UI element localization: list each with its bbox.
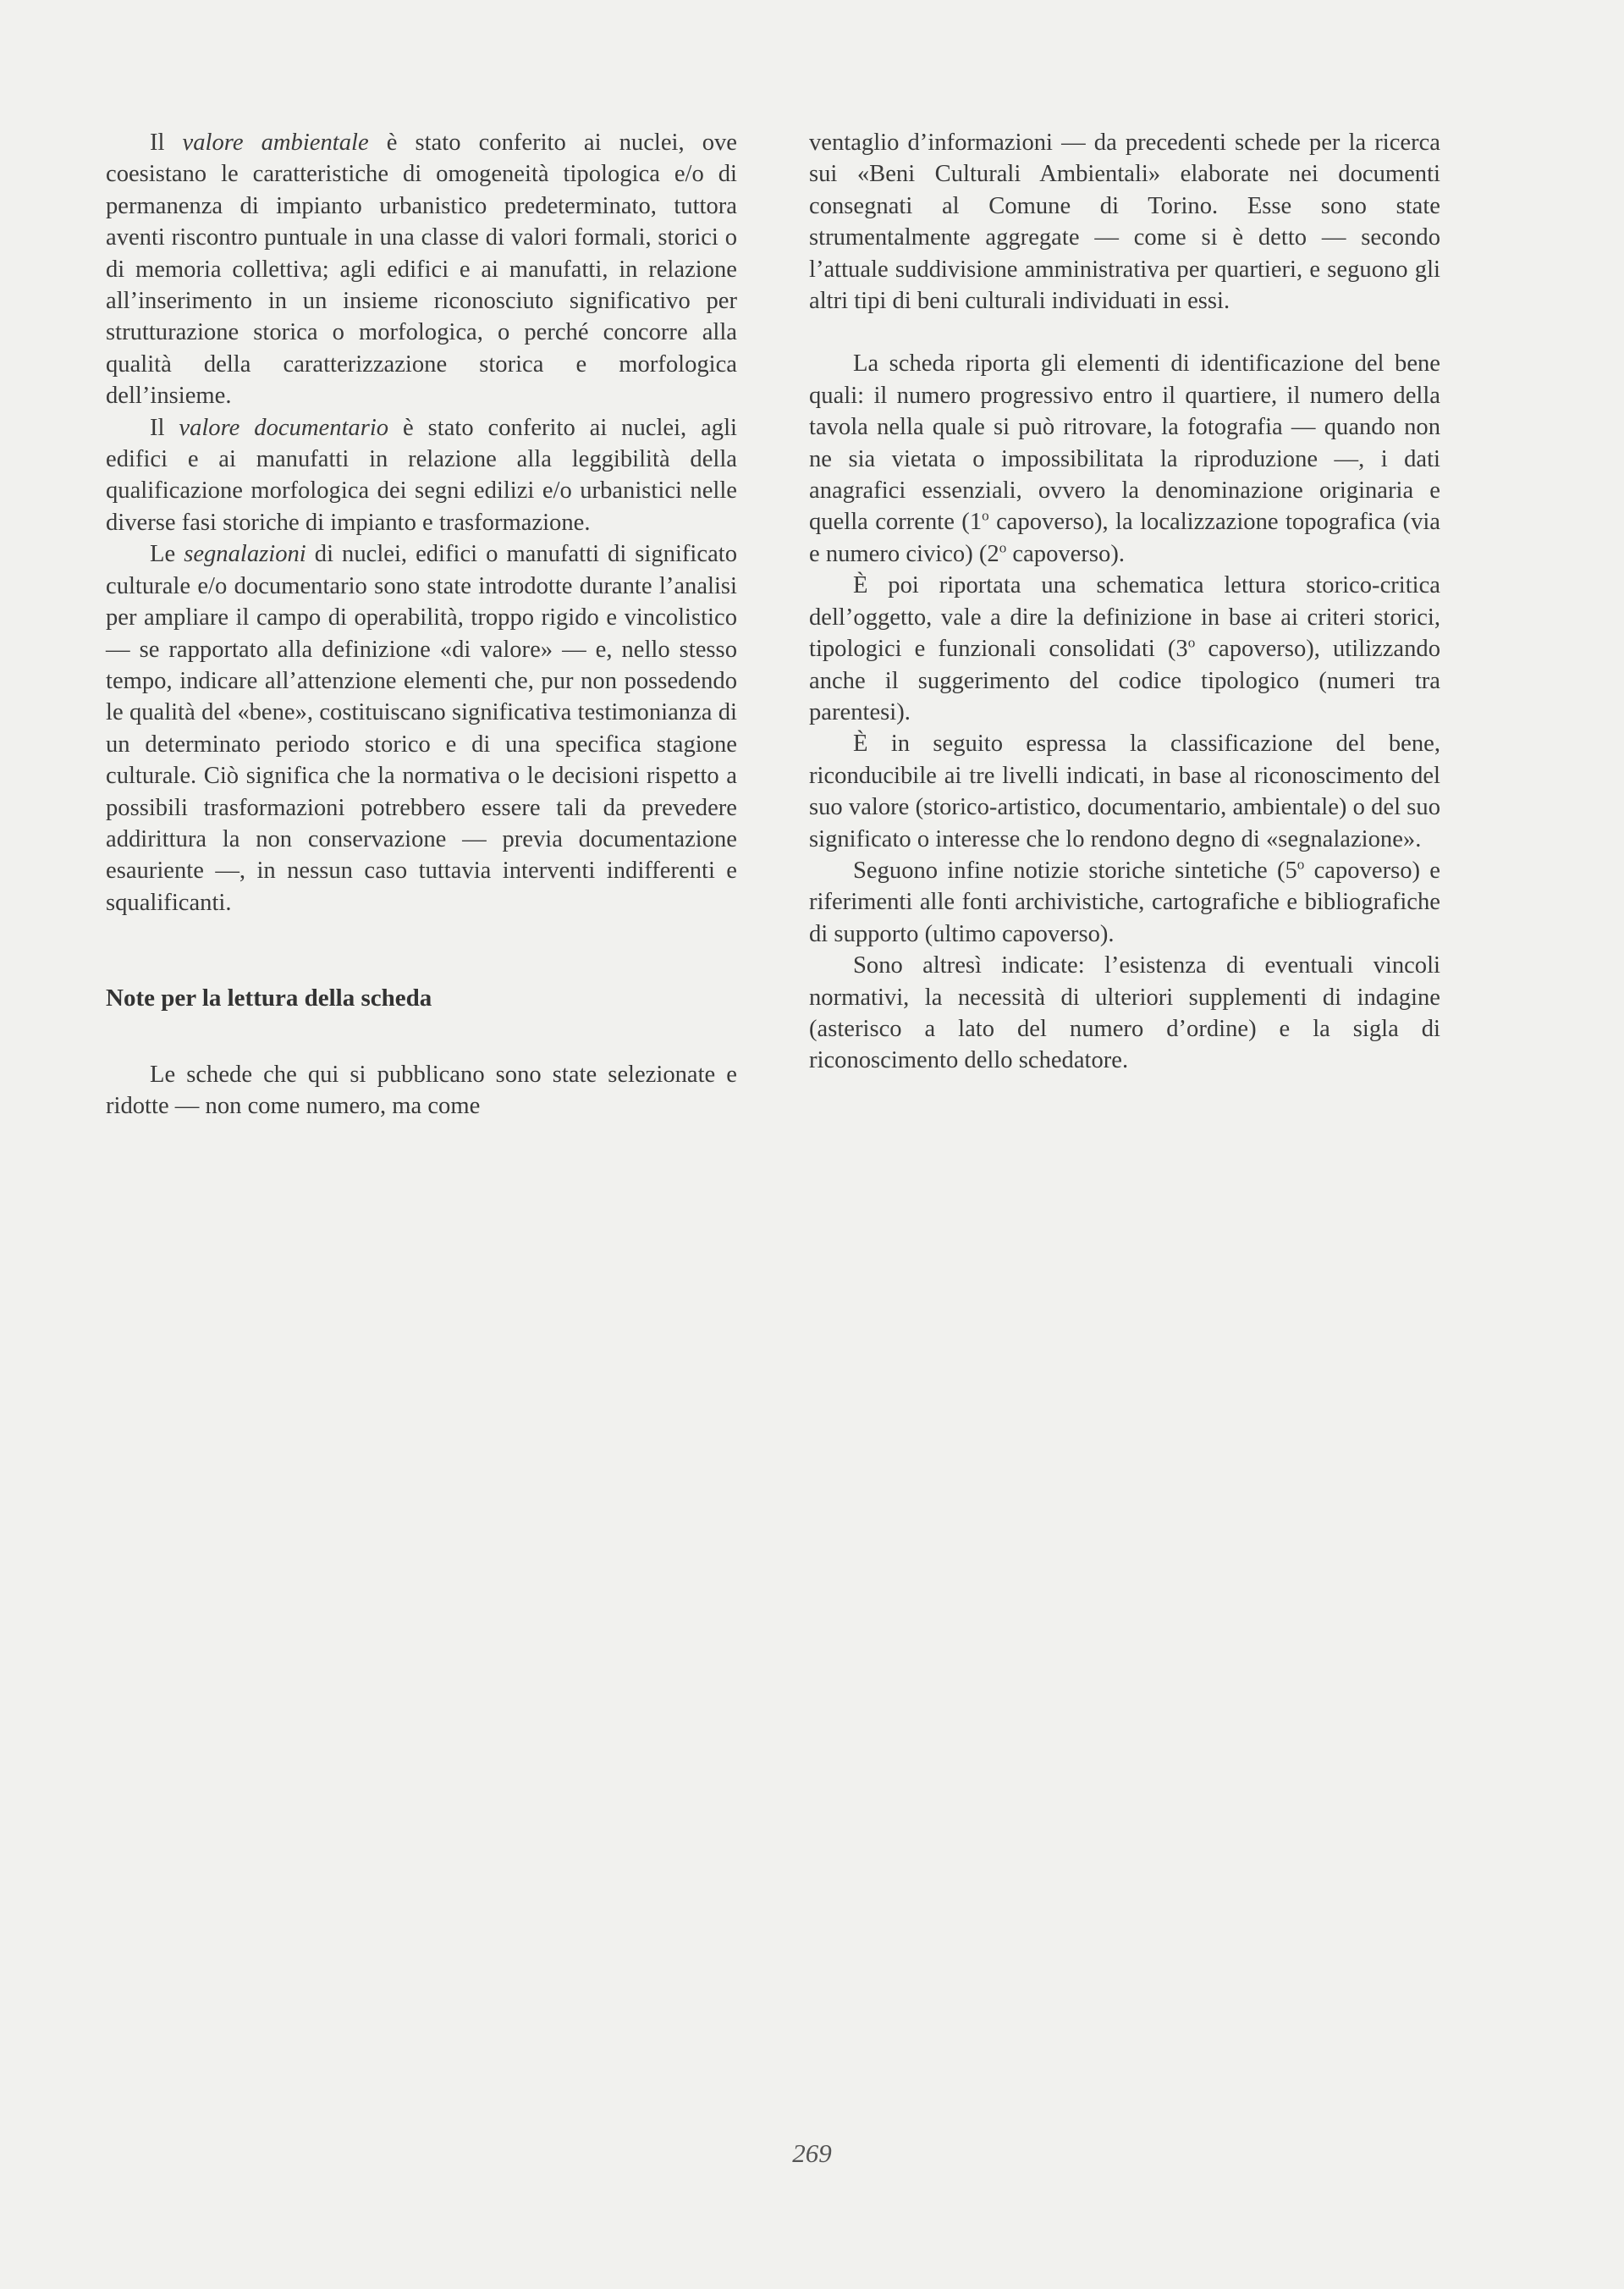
page-number: 269: [792, 2138, 832, 2168]
paragraph-valore-ambientale: Il valore ambientale è stato conferito ai nuclei, ove coesistano le caratteristiche di omogeneità tipologica e/o di permanenza di impianto urbanistico predeterminato, tuttora aventi riscontro puntuale in una classe di valori formali, storici o di memoria collettiva; agli edifici e ai manufatti, in relazione all’inserimento in un insieme riconosciuto significativo per strutturazione storica o morfologica, o perché concorre alla qualità della caratterizzazione storica e morfologica dell’insieme.: [106, 130, 737, 410]
term-valore-documentario: valore documentario: [179, 414, 389, 441]
term-segnalazioni: segnalazioni: [184, 541, 306, 568]
term-valore-ambientale: valore ambientale: [182, 130, 369, 156]
paragraph-schede-intro: Le schede che qui si pubblicano sono state selezionate e ridotte — non come numero, ma come: [106, 1061, 737, 1119]
paragraph-notizie-storiche: Seguono infine notizie storiche sintetiche (5$^o$ capoverso) e riferimenti alle fonti archivistiche, cartografiche e bibliografiche di supporto (ultimo capoverso).: [809, 856, 1440, 947]
paragraph-vincoli: Sono altresì indicate: l’esistenza di eventuali vincoli normativi, la necessità di ulteriori supplementi di indagine (asterisco a lato del numero d’ordine) e la sigla di riconoscimento dello schedatore.: [809, 952, 1440, 1074]
right-column: [809, 127, 1440, 1077]
paragraph-valore-documentario: Il valore documentario è stato conferito ai nuclei, agli edifici e ai manufatti in relazione alla leggibilità della qualificazione morfologica dei segni edilizi e/o urbanistici nelle diverse fasi storiche di impianto e trasformazione.: [106, 414, 737, 536]
paragraph-identificazione: La scheda riporta gli elementi di identificazione del bene quali: il numero progressivo entro il quartiere, il numero della tavola nella quale si può ritrovare, la fotografia — quando non ne sia vietata o impossibilitata la riproduzione —, i dati anagrafici essenziali, ovvero la denominazione originaria e quella corrente (1$^o$ capoverso), la localizzazione topografica (via e numero civico) (2$^o$ capoverso).: [809, 350, 1440, 567]
paragraph-ventaglio: ventaglio d’informazioni — da precedenti schede per la ricerca sui «Beni Culturali Ambientali» elaborate nei documenti consegnati al Comune di Torino. Esse sono state strumentalmente aggregate — come si è detto — secondo l’attuale suddivisione amministrativa per quartieri, e seguono gli altri tipi di beni culturali individuati in essi.: [809, 130, 1440, 315]
paragraph-lettura-storico-critica: È poi riportata una schematica lettura storico-critica dell’oggetto, vale a dire la definizione in base ai criteri storici, tipologici e funzionali consolidati (3$^o$ capoverso), utilizzando anche il suggerimento del codice tipologico (numeri tra parentesi).: [809, 572, 1440, 725]
section-heading: Note per la lettura della scheda: [106, 985, 432, 1012]
paragraph-segnalazioni: Le segnalazioni di nuclei, edifici o manufatti di significato culturale e/o documentario sono state introdotte durante l’analisi per ampliare il campo di operabilità, troppo rigido e vincolistico — se rapportato alla definizione «di valore» — e, nello stesso tempo, indicare all’attenzione elementi che, pur non possedendo le qualità del «bene», costituiscano significativa testimonianza di un determinato periodo storico e di una specifica stagione culturale. Ciò significa che la normativa o le decisioni rispetto a possibili trasformazioni potrebbero essere tali da prevedere addirittura la non conservazione — previa documentazione esauriente —, in nessun caso tuttavia interventi indifferenti e squalificanti.: [106, 541, 737, 916]
paragraph-classificazione: È in seguito espressa la classificazione del bene, riconducibile ai tre livelli indicati, in base al riconoscimento del suo valore (storico-artistico, documentario, ambientale) o del suo significato o interesse che lo rendono degno di «segnalazione».: [809, 731, 1440, 852]
left-column: [106, 127, 737, 1122]
